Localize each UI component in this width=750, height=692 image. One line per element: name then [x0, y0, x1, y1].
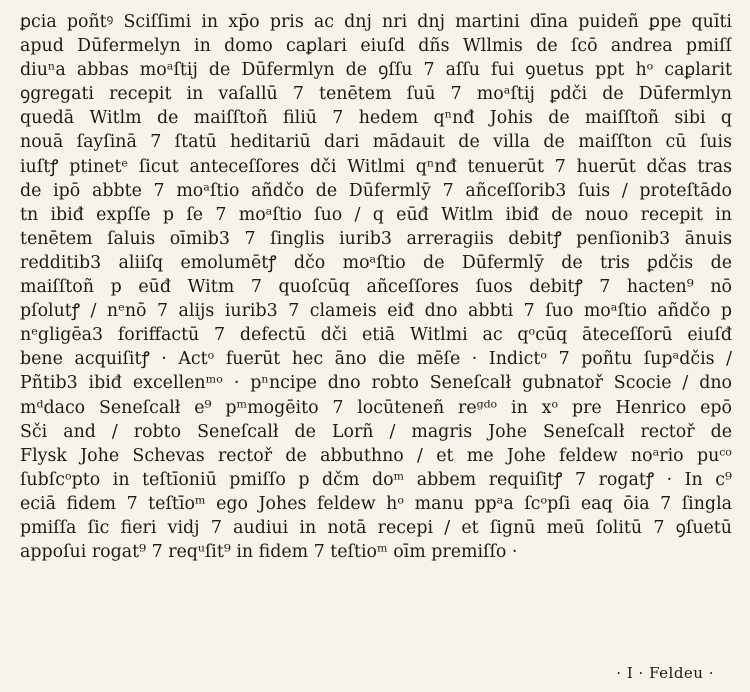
text-line: pmiſſa ſic fieri vidj 7 audiui in notā recepi / et ſignū meū ſolitū 7 ꝯſuetū [20, 517, 732, 538]
text-line: tenētem ſaluis oīmib3 7 ſinglis iurib3 arreragiis debitꝭ penſionib3 ānuis [20, 228, 732, 249]
charter-text [20, 10, 732, 564]
text-line: Pñtib3 ibiđ excellenᵐᵒ · pⁿncipe dno robto Seneſcalł gubnatoř Scocie / dno [20, 373, 732, 394]
text-line: Sči and / robto Seneſcalł de Lorñ / magris Johe Seneſcalł rectoř de [20, 421, 732, 442]
text-line: eciā fidem 7 teſtīoᵐ ego Johes feldew hᵒ manu ppᵃa ſcᵒpſi eaq ōia 7 ſingla [20, 493, 732, 514]
text-line: quedā Witlm de maiſſtoñ filiū 7 hedem qⁿnđ Johis de maiſſtoñ sibi q [20, 108, 732, 129]
text-line: bene acquiſitꝭ · Actᵒ fuerūt hec āno die mēſe · Indictᵒ 7 poñtu ſupᵃdčis / [20, 349, 732, 370]
text-line: Flysk Johe Schevas rectoř de abbuthno / et me Johe feldew noᵃrio puᶜᵒ [20, 445, 732, 466]
text-line: nᵉgligēa3 foriffactū 7 defectū dči etiā Witlmi ac qᵒcūq āteceſſorū eiuſđ [20, 325, 732, 346]
text-line: nouā ſayſinā 7 ſtatū heditariū dari mādauit de villa de maiſſton cū ſuis [20, 132, 732, 153]
text-line: appoſui rogat⁹ 7 reqᵘſit⁹ in fidem 7 teſtioᵐ oīm premiſſo · [20, 542, 518, 563]
text-line: pſolutꝭ / nᵉnō 7 alijs iurib3 7 clameis eiđ dno abbti 7 ſuo moᵃſtio añdčo p [20, 301, 732, 322]
text-line: redditib3 aliiſq emolumētꝭ dčo moᵃſtio de Dūfermlȳ de tris ꝑdčis de [20, 252, 732, 273]
text-line: maiſſtoñ p eūđ Witm 7 quoſcūq añceſſores ſuos debitꝭ 7 hacten⁹ nō [20, 277, 732, 298]
text-line: iuſtꝭ ptinetᵉ ſicut anteceſſores dči Witlmi qⁿnđ tenuerūt 7 huerūt dčas tras [20, 156, 732, 177]
text-line: ſubſcᵒpto in teſtīoniū pmiſſo p dčm doᵐ abbem requiſitꝭ 7 rogatꝭ · In c⁹ [20, 469, 732, 490]
text-line: ꝑcia poñtꝰ Sciſſimi in xp̄o pris ac dnj nri dnj martini dīna puideñ ꝑpe quīti [20, 12, 732, 32]
text-line: tn ibiđ expſſe p ſe 7 moᵃſtio ſuo / q eūđ Witlm ibiđ de nouo recepit in [20, 204, 732, 225]
text-line: ꝯgregati recepit in vaſallū 7 tenētem ſuū 7 moᵃſtij ꝑdči de Dūfermlyn [20, 84, 732, 105]
notary-signature: · I · Feldeu · [616, 664, 714, 682]
text-line: de ipō abbte 7 moᵃſtio añdčo de Dūfermlȳ 7 añceſſorib3 ſuis / proteſtādo [20, 180, 732, 201]
text-line: mᵈdaco Seneſcalł e⁹ pᵐmogēito 7 locūteneñ reᵍᵈᵒ in xᵒ pre Henrico epō [20, 397, 732, 418]
text-line: diuⁿa abbas moᵃſtij de Dūfermlyn de ꝯſſu 7 aſſu fui ꝯuetus ppt hᵒ caꝑlarit [20, 60, 732, 81]
text-line: apud Dūfermelyn in domo caꝑlari eiuſd dñs Wllmis de ſcō andrea pmiſſ [20, 36, 732, 57]
